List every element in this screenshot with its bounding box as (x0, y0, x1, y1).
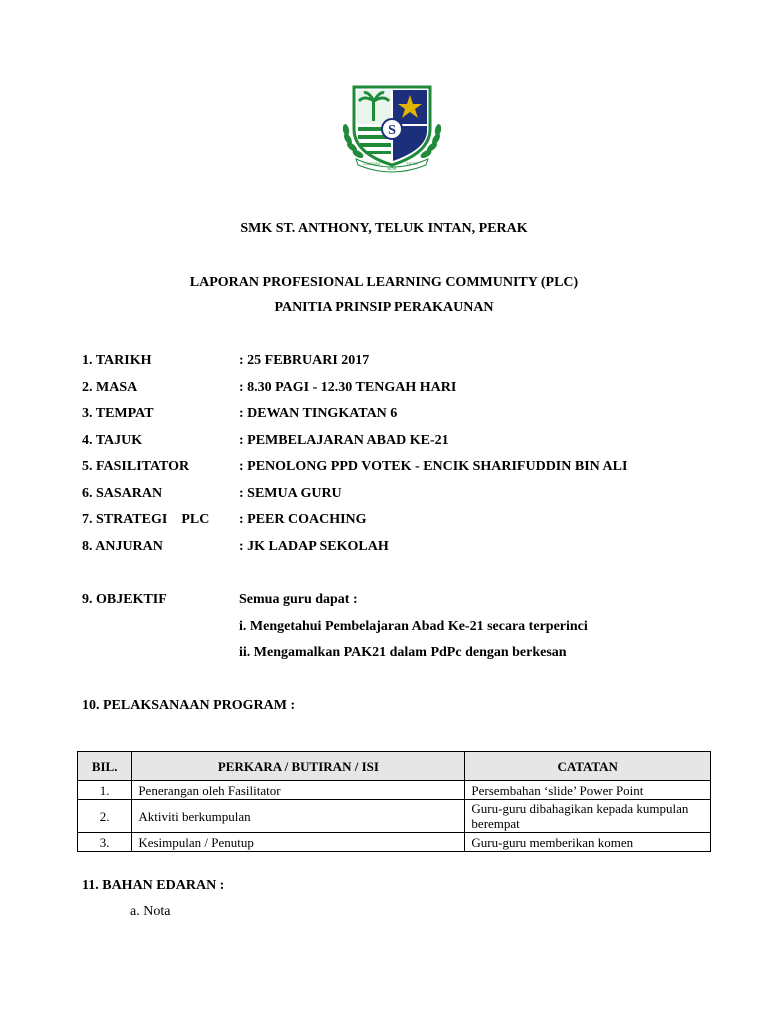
field-value: : JK LADAP SEKOLAH (239, 539, 389, 554)
field-fasilitator (82, 459, 628, 475)
field-label: 2. MASA (82, 380, 138, 395)
field-tarikh (82, 353, 370, 369)
objective-item: ii. Mengamalkan PAK21 dalam PdPc dengan berkesan (239, 645, 567, 660)
field-label: 4. TAJUK (82, 433, 143, 448)
cell-note: Guru-guru memberikan komen (465, 833, 711, 852)
field-tempat (82, 406, 398, 422)
objective-label: 9. OBJEKTIF (82, 592, 167, 607)
monogram-letters: S (388, 123, 396, 138)
cell-note: Guru-guru dibahagikan kepada kumpulan berempat (465, 800, 711, 833)
motto-left: CARITAS (363, 161, 381, 166)
field-value: : 8.30 PAGI - 12.30 TENGAH HARI (239, 380, 457, 395)
field-value: : SEMUA GURU (239, 486, 342, 501)
field-label: 7. STRATEGI PLC (82, 512, 210, 527)
field-label: 6. SASARAN (82, 486, 163, 501)
field-label: 8. ANJURAN (82, 539, 163, 554)
table-row (78, 781, 711, 800)
column-header-perkara: PERKARA / BUTIRAN / ISI (132, 752, 465, 781)
field-sasaran (82, 486, 342, 502)
field-label: 5. FASILITATOR (82, 459, 190, 474)
cell-bil: 1. (78, 781, 132, 800)
objective-item: i. Mengetahui Pembelajaran Abad Ke-21 secara terperinci (239, 619, 588, 634)
motto-center: NON (387, 166, 397, 171)
materials-item: a. Nota (130, 904, 171, 919)
field-value: : PEER COACHING (239, 512, 367, 527)
field-label: 3. TEMPAT (82, 406, 154, 421)
field-masa (82, 380, 457, 396)
field-value: : 25 FEBRUARI 2017 (239, 353, 370, 368)
objective-intro: Semua guru dapat : (239, 592, 358, 607)
panel-name: PANITIA PRINSIP PERAKAUNAN (274, 300, 494, 315)
cell-item: Kesimpulan / Penutup (132, 833, 465, 852)
field-label: 1. TARIKH (82, 353, 152, 368)
report-title: LAPORAN PROFESIONAL LEARNING COMMUNITY (PLC) (189, 275, 579, 290)
column-header-bil: BIL. (78, 752, 132, 781)
cell-bil: 3. (78, 833, 132, 852)
table-row (78, 800, 711, 833)
school-crest-logo (338, 79, 446, 175)
program-table (77, 751, 711, 852)
field-value: : PEMBELAJARAN ABAD KE-21 (239, 433, 449, 448)
field-anjuran (82, 539, 389, 555)
column-header-catatan: CATATAN (465, 752, 711, 781)
field-value: : PENOLONG PPD VOTEK - ENCIK SHARIFUDDIN BIN ALI (239, 459, 628, 474)
motto-right: FICTA (406, 161, 418, 166)
materials-heading: 11. BAHAN EDARAN : (82, 878, 225, 893)
cell-bil: 2. (78, 800, 132, 833)
field-value: : DEWAN TINGKATAN 6 (239, 406, 398, 421)
school-name: SMK ST. ANTHONY, TELUK INTAN, PERAK (240, 221, 528, 236)
field-tajuk (82, 433, 449, 449)
table-row (78, 833, 711, 852)
program-heading: 10. PELAKSANAAN PROGRAM : (82, 698, 296, 713)
field-strategi (82, 512, 367, 528)
cell-item: Penerangan oleh Fasilitator (132, 781, 465, 800)
cell-note: Persembahan ‘slide’ Power Point (465, 781, 711, 800)
table-header-row (78, 752, 711, 781)
cell-item: Aktiviti berkumpulan (132, 800, 465, 833)
